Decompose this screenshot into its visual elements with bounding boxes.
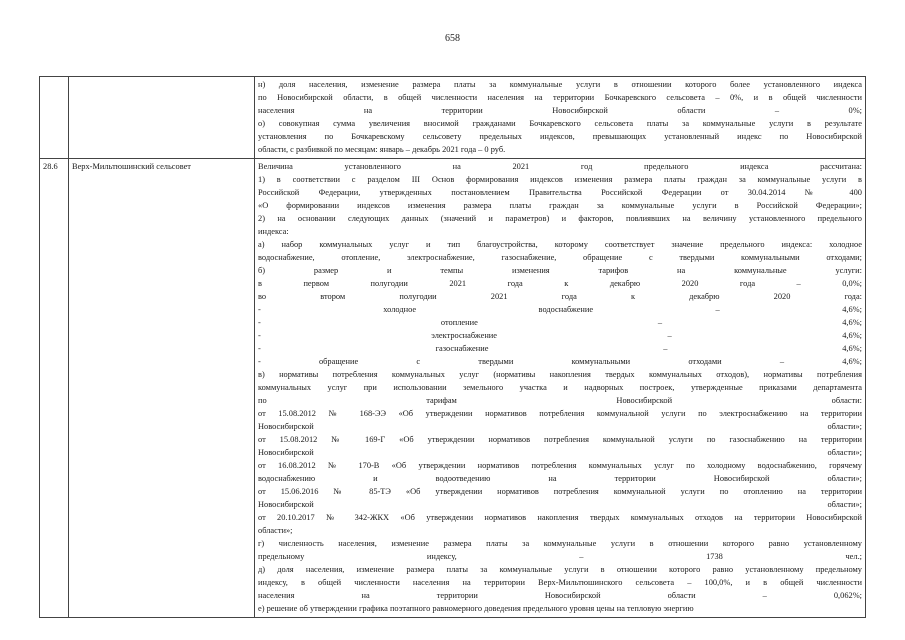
description-line: Российской Федерации, утвержденных постановлением Правительства Российской Федерации от 30.04.2014 № 400 (258, 188, 862, 197)
description-line: 2) на основании следующих данных (значений и параметров) и факторов, повлиявших на величину установленного предельного (258, 214, 862, 223)
description-line: Новосибирской области»; (258, 500, 862, 509)
page-number: 658 (445, 33, 460, 44)
description-line: водоснабжение, отопление, электроснабжение, газоснабжение, обращение с твердыми коммунальными отходами; (258, 253, 862, 262)
description-line: н) доля населения, изменение размера платы за коммунальные услуги в отношении которого более установленного индекса (258, 80, 862, 89)
description-line: индекса: (258, 227, 289, 236)
table-row (40, 159, 866, 618)
description-line: 1) в соответствии с разделом III Основ формирования индексов изменения размера платы граждан за коммунальные услуги в (258, 175, 862, 184)
description-line: от 15.08.2012 № 169-Г «Об утверждении нормативов потребления коммунальной услуги по газоснабжению на территории (258, 435, 862, 444)
description-line: во втором полугодии 2021 года к декабрю 2020 года: (258, 292, 862, 301)
description-line: области, с разбивкой по месяцам: январь – декабрь 2021 года – 0 руб. (258, 145, 506, 154)
description-cell (255, 77, 866, 159)
index-table-body (40, 77, 866, 618)
index-table (39, 76, 866, 618)
description-line: - отопление – 4,6%; (258, 318, 862, 327)
description-line: Новосибирской области»; (258, 422, 862, 431)
row-number-cell: 28.6 (40, 159, 69, 618)
description-line: установления по Бочкаревскому сельсовету предельных индексов, превышающих установленный индекс по Новосибирской (258, 132, 862, 141)
description-line: от 15.06.2016 № 85-ТЭ «Об утверждении нормативов потребления коммунальной услуги по отоплению на территории (258, 487, 862, 496)
description-line: - электроснабжение – 4,6%; (258, 331, 862, 340)
description-line: по тарифам Новосибирской области: (258, 396, 862, 405)
description-line: населения на территории Новосибирской области – 0,062%; (258, 591, 862, 600)
description-line: - газоснабжение – 4,6%; (258, 344, 862, 353)
description-line: по Новосибирской области, в общей численности населения на территории Бочкаревского сельсовета – 0%, и в общей численности (258, 93, 862, 102)
municipality-name-cell: Верх-Мильтюшинский сельсовет (69, 159, 255, 618)
description-cell (255, 159, 866, 618)
description-line: водоснабжению и водоотведению на территории Новосибирской области»; (258, 474, 862, 483)
description-line: в первом полугодии 2021 года к декабрю 2020 года – 0,0%; (258, 279, 862, 288)
description-line: «О формировании индексов изменения размера платы граждан за коммунальные услуги в Российской Федерации»; (258, 201, 862, 210)
description-line: а) набор коммунальных услуг и тип благоустройства, которому соответствует значение предельного индекса: холодное (258, 240, 862, 249)
description-line: области»; (258, 526, 293, 535)
description-line: индексу, в общей численности населения на территории Верх-Мильтюшинского сельсовета – 100,0%, и в общей численности (258, 578, 862, 587)
description-line: е) решение об утверждении графика поэтапного равномерного доведения предельного уровня цены на тепловую энергию (258, 604, 694, 613)
description-line: д) доля населения, изменение размера платы за коммунальные услуги в отношении которого равно установленному предельному (258, 565, 862, 574)
description-line: г) численность населения, изменение размера платы за коммунальные услуги в отношении которого равно установленному (258, 539, 862, 548)
description-line: от 20.10.2017 № 342-ЖКХ «Об утверждении нормативов накопления твердых коммунальных отходов на территории Новосибирской (258, 513, 862, 522)
description-line: - холодное водоснабжение – 4,6%; (258, 305, 862, 314)
row-number-cell (40, 77, 69, 159)
description-line: Новосибирской области»; (258, 448, 862, 457)
table-row (40, 77, 866, 159)
description-line: населения на территории Новосибирской области – 0%; (258, 106, 862, 115)
description-line: о) совокупная сумма увеличения вносимой гражданами Бочкаревского сельсовета платы за коммунальные услуги в результате (258, 119, 862, 128)
description-line: в) нормативы потребления коммунальных услуг (нормативы накопления твердых коммунальных отходов), нормативы потребления (258, 370, 862, 379)
description-line: - обращение с твердыми коммунальными отходами – 4,6%; (258, 357, 862, 366)
description-line: б) размер и темпы изменения тарифов на коммунальные услуги: (258, 266, 862, 275)
description-line: Величина установленного на 2021 год предельного индекса рассчитана: (258, 162, 862, 171)
description-line: коммунальных услуг при использовании земельного участка и надворных построек, утвержденные приказами департамента (258, 383, 862, 392)
description-line: от 15.08.2012 № 168-ЭЭ «Об утверждении нормативов потребления коммунальной услуги по электроснабжению на территории (258, 409, 862, 418)
description-line: от 16.08.2012 № 170-В «Об утверждении нормативов потребления коммунальных услуг по холодному водоснабжению, горячему (258, 461, 862, 470)
municipality-name-cell (69, 77, 255, 159)
description-line: предельному индексу, – 1738 чел.; (258, 552, 862, 561)
